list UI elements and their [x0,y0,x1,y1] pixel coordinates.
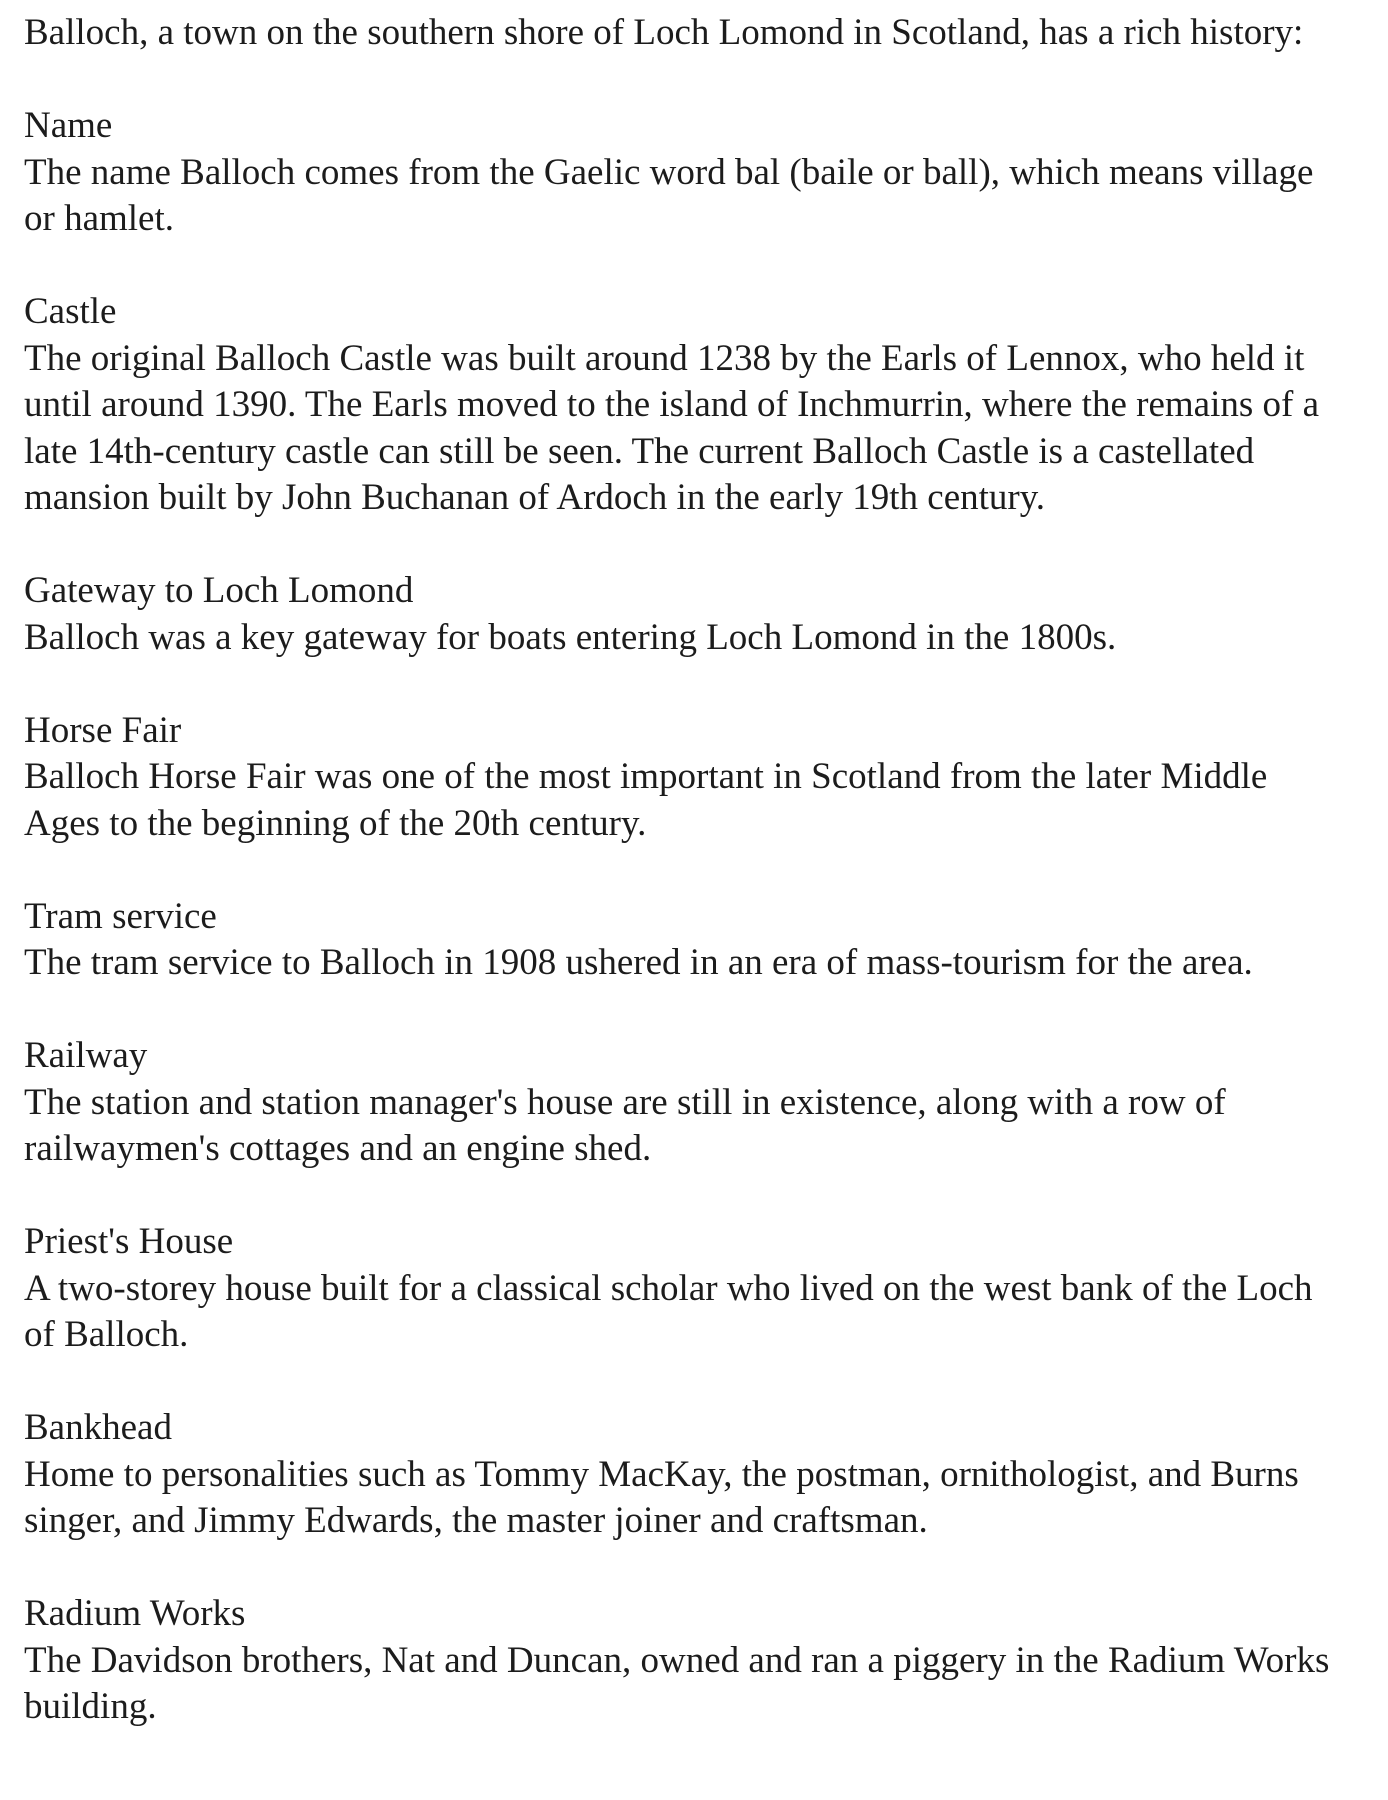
section-body: Balloch Horse Fair was one of the most important in Scotland from the later Middle Ages to the beginning of the 20th century. [24,756,1268,844]
section-gateway-to-loch-lomond [24,568,1348,661]
section-heading: Tram service [24,895,217,937]
section-radium-works [24,1591,1348,1731]
section-body: The Davidson brothers, Nat and Duncan, owned and ran a piggery in the Radium Works building. [24,1639,1330,1727]
section-railway [24,1033,1348,1173]
section-heading: Railway [24,1035,148,1076]
section-body: Balloch was a key gateway for boats entering Loch Lomond in the 1800s. [24,616,1117,658]
section-heading: Name [24,105,113,146]
section-body: The original Balloch Castle was built around 1238 by the Earls of Lennox, who held it until around 1390. The Earls moved to the island of Inchmurrin, where the remains of a late 14th-century castle can still be seen. The current Balloch Castle is a castellated mansion built by John Buchanan of Ardoch in the early 19th century. [24,337,1319,518]
section-body: The name Balloch comes from the Gaelic word bal (baile or ball), which means village or hamlet. [24,151,1314,239]
section-body: The station and station manager's house are still in existence, along with a row of railwaymen's cottages and an engine shed. [24,1081,1226,1169]
section-heading: Castle [24,291,117,332]
section-name [24,103,1348,243]
section-body: Home to personalities such as Tommy MacKay, the postman, ornithologist, and Burns singer, and Jimmy Edwards, the master joiner and craftsman. [24,1453,1299,1541]
section-heading: Horse Fair [24,709,182,751]
section-body: The tram service to Balloch in 1908 ushered in an era of mass-tourism for the area. [24,942,1253,983]
section-bankhead [24,1405,1348,1545]
section-heading: Gateway to Loch Lomond [24,570,414,611]
section-body: A two-storey house built for a classical scholar who lived on the west bank of the Loch of Balloch. [24,1267,1313,1355]
intro-paragraph: Balloch, a town on the southern shore of Loch Lomond in Scotland, has a rich history: [24,12,1304,53]
section-priests-house [24,1219,1348,1359]
section-heading: Priest's House [24,1221,234,1262]
section-castle [24,289,1348,522]
section-heading: Radium Works [24,1593,246,1634]
section-heading: Bankhead [24,1407,172,1448]
section-horse-fair [24,708,1348,848]
section-tram-service [24,894,1348,987]
